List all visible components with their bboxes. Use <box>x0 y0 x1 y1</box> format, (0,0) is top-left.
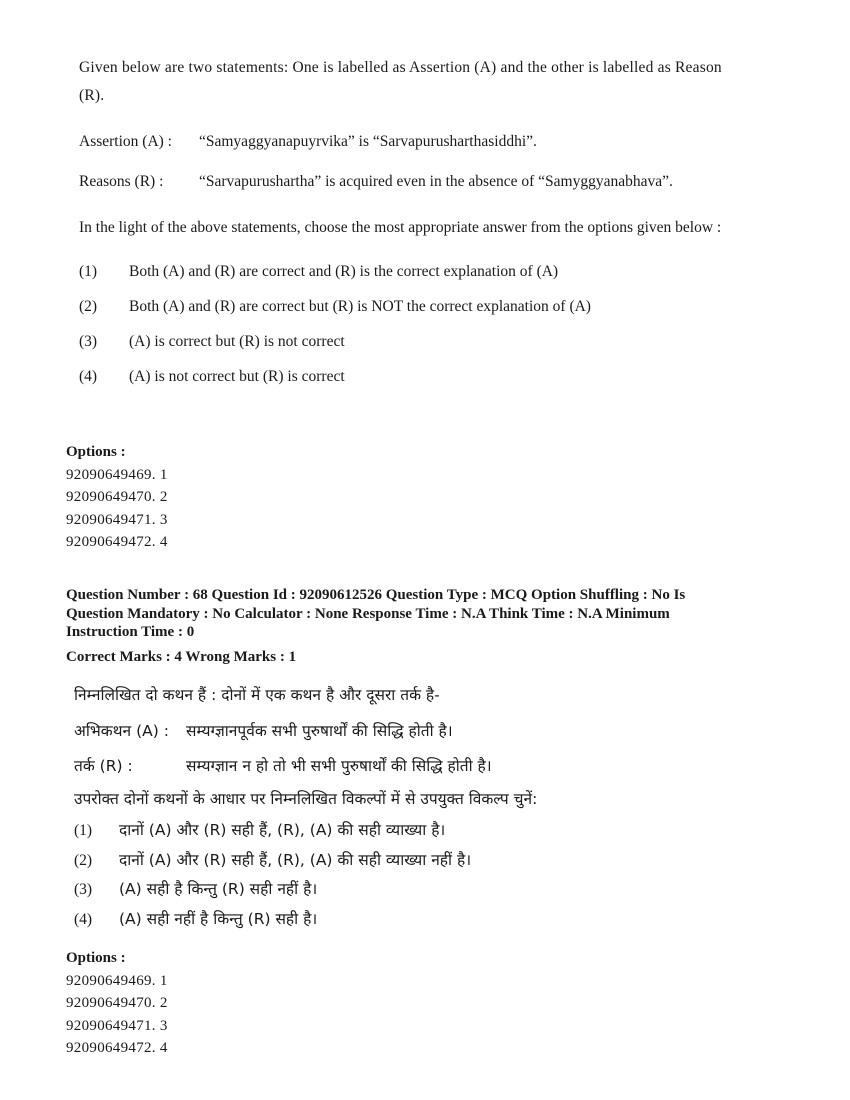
choice-number: (3) <box>79 333 98 350</box>
choice-text: (A) सही नहीं है किन्तु (R) सही है। <box>119 909 318 928</box>
reason-label: Reasons (R) : <box>79 173 164 190</box>
assertion-row <box>74 718 754 744</box>
option-code: 92090649472. 4 <box>66 1040 168 1056</box>
choice-text: Both (A) and (R) are correct but (R) is NOT the correct explanation of (A) <box>129 298 591 315</box>
assertion-text: “Samyaggyanapuyrvika” is “Sarvapurusharthasiddhi”. <box>199 133 537 150</box>
answer-choice <box>74 875 754 905</box>
choice-number: (2) <box>74 851 93 869</box>
question-68-metadata <box>66 586 766 666</box>
answer-choices <box>74 816 754 934</box>
reason-text: “Sarvapurushartha” is acquired even in the absence of “Samyggyanabhava”. <box>199 173 673 190</box>
question-67-english <box>79 54 744 398</box>
answer-choices <box>79 258 744 398</box>
metadata-line: Question Mandatory : No Calculator : None Response Time : N.A Think Time : N.A Minimum <box>66 605 670 622</box>
reason-text: सम्यग्ज्ञान न हो तो भी सभी पुरुषार्थों की सिद्धि होती है। <box>186 757 492 775</box>
choice-number: (1) <box>79 263 98 280</box>
choice-number: (1) <box>74 822 93 839</box>
metadata-line: Question Number : 68 Question Id : 92090612526 Question Type : MCQ Option Shuffling : No Is <box>66 587 686 603</box>
choice-text: (A) सही है किन्तु (R) सही नहीं है। <box>119 880 318 898</box>
choice-text: Both (A) and (R) are correct and (R) is the correct explanation of (A) <box>129 263 559 280</box>
choice-text: (A) is correct but (R) is not correct <box>129 333 345 350</box>
answer-choice <box>74 816 754 846</box>
answer-choice <box>79 293 744 328</box>
option-code: 92090649469. 1 <box>66 466 168 483</box>
choice-text: दानों (A) और (R) सही हैं, (R), (A) की सही व्याख्या नहीं है। <box>119 850 472 869</box>
options-title: Options : <box>66 950 126 966</box>
question-intro: निम्नलिखित दो कथन हैं : दोनों में एक कथन है और दूसरा तर्क है- <box>74 686 440 704</box>
answer-choice <box>74 905 754 935</box>
choice-text: दानों (A) और (R) सही हैं, (R), (A) की सही व्याख्या है। <box>119 821 446 839</box>
marks-line: Correct Marks : 4 Wrong Marks : 1 <box>66 648 297 665</box>
choice-text: (A) is not correct but (R) is correct <box>129 368 345 385</box>
options-title: Options : <box>66 444 126 460</box>
choice-number: (4) <box>79 368 98 385</box>
option-code: 92090649469. 1 <box>66 972 168 989</box>
question-instruction: उपरोक्त दोनों कथनों के आधार पर निम्नलिखित विकल्पों में से उपयुक्त विकल्प चुनें: <box>74 790 538 808</box>
assertion-label: Assertion (A) : <box>79 133 172 150</box>
question-68-hindi <box>74 682 754 934</box>
answer-choice <box>74 846 754 876</box>
reason-row <box>79 168 744 196</box>
answer-choice <box>79 363 744 398</box>
option-code: 92090649470. 2 <box>66 995 168 1011</box>
metadata-line: Instruction Time : 0 <box>66 624 195 640</box>
option-code: 92090649471. 3 <box>66 1017 168 1034</box>
option-code: 92090649471. 3 <box>66 511 168 528</box>
assertion-text: सम्यग्ज्ञानपूर्वक सभी पुरुषार्थों की सिद्धि होती है। <box>186 722 453 740</box>
reason-row <box>74 753 754 779</box>
choice-number: (3) <box>74 881 93 898</box>
options-list-q68 <box>66 947 366 1060</box>
assertion-row <box>79 128 744 156</box>
option-code: 92090649470. 2 <box>66 489 168 505</box>
option-code: 92090649472. 4 <box>66 534 168 550</box>
choice-number: (2) <box>79 298 98 315</box>
options-list-q67 <box>66 441 366 554</box>
reason-label: तर्क (R) : <box>74 757 133 775</box>
answer-choice <box>79 258 744 293</box>
choice-number: (4) <box>74 910 93 928</box>
assertion-label: अभिकथन (A) : <box>74 722 169 740</box>
answer-choice <box>79 328 744 363</box>
question-intro: Given below are two statements: One is labelled as Assertion (A) and the other is labelled as Reason (R). <box>79 59 722 104</box>
question-instruction: In the light of the above statements, choose the most appropriate answer from the options given below : <box>79 219 722 236</box>
